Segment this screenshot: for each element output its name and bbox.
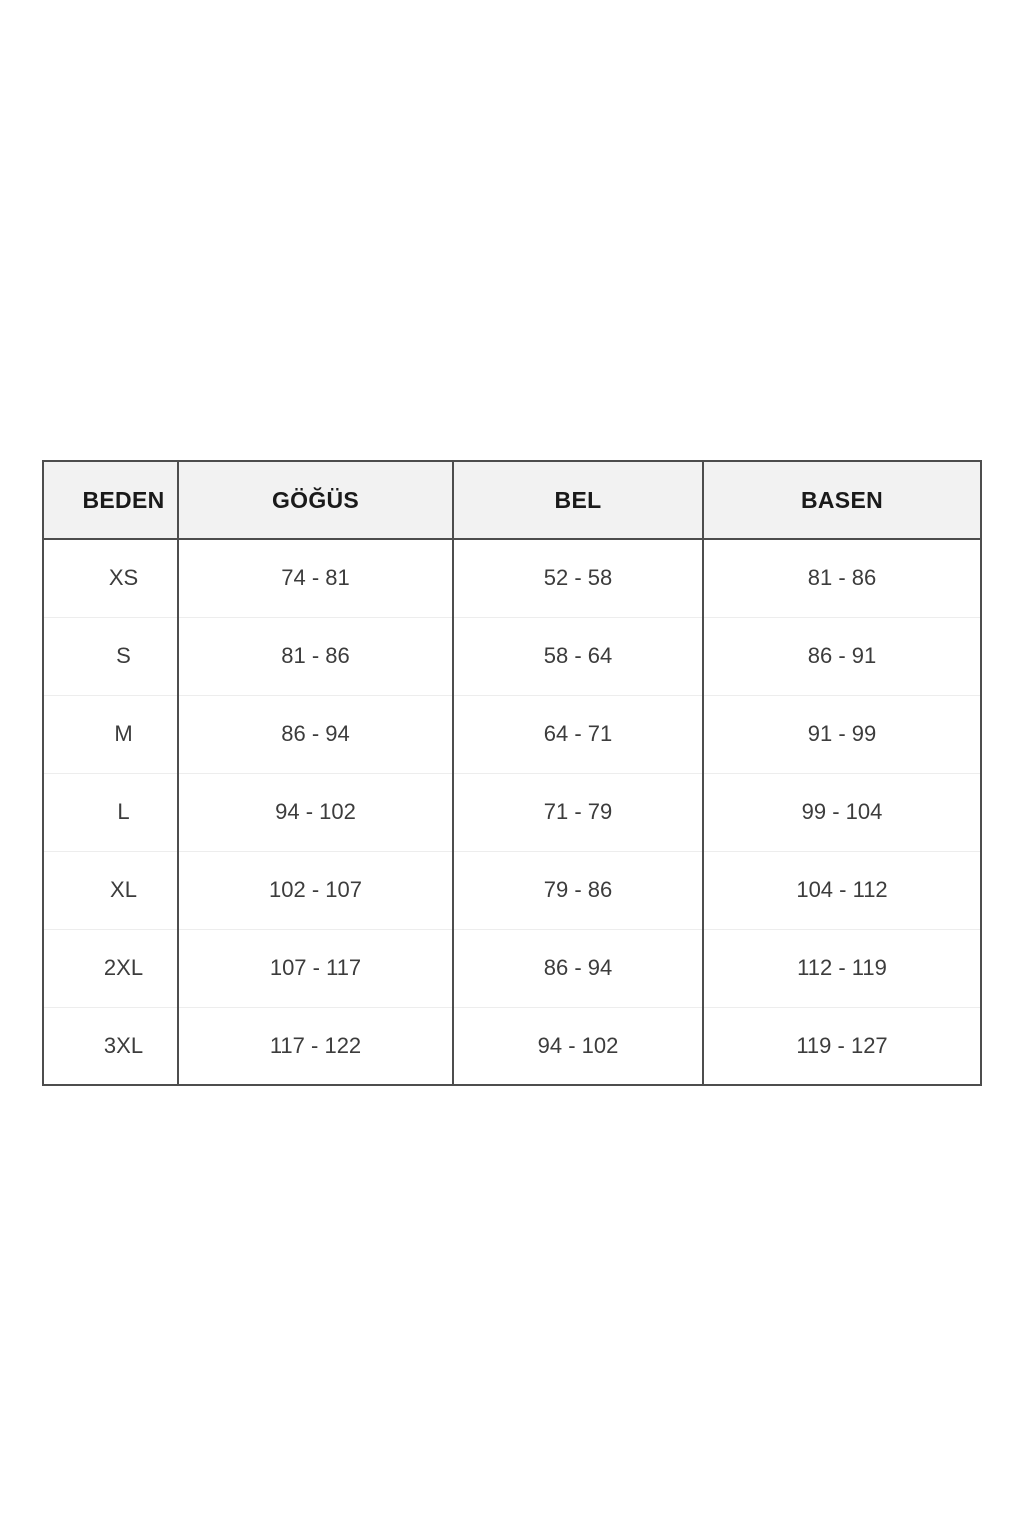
size-label: XS	[43, 539, 178, 617]
hip-range: 99 - 104	[703, 773, 981, 851]
chest-range: 74 - 81	[178, 539, 453, 617]
waist-range: 52 - 58	[453, 539, 703, 617]
table-row-m	[43, 695, 981, 773]
chest-range: 81 - 86	[178, 617, 453, 695]
chest-range: 107 - 117	[178, 929, 453, 1007]
table-row-xl	[43, 851, 981, 929]
hip-range: 86 - 91	[703, 617, 981, 695]
chest-range: 94 - 102	[178, 773, 453, 851]
size-label: 2XL	[43, 929, 178, 1007]
waist-range: 79 - 86	[453, 851, 703, 929]
size-label: S	[43, 617, 178, 695]
hip-range: 112 - 119	[703, 929, 981, 1007]
table-row-3xl	[43, 1007, 981, 1085]
waist-range: 71 - 79	[453, 773, 703, 851]
size-label: L	[43, 773, 178, 851]
column-header-basen: BASEN	[703, 461, 981, 539]
hip-range: 104 - 112	[703, 851, 981, 929]
hip-range: 91 - 99	[703, 695, 981, 773]
header-row	[43, 461, 981, 539]
waist-range: 86 - 94	[453, 929, 703, 1007]
column-header-gogus: GÖĞÜS	[178, 461, 453, 539]
waist-range: 64 - 71	[453, 695, 703, 773]
size-label: XL	[43, 851, 178, 929]
hip-range: 81 - 86	[703, 539, 981, 617]
waist-range: 94 - 102	[453, 1007, 703, 1085]
chest-range: 102 - 107	[178, 851, 453, 929]
size-label: 3XL	[43, 1007, 178, 1085]
column-header-beden: BEDEN	[43, 461, 178, 539]
size-label: M	[43, 695, 178, 773]
size-chart-table	[42, 460, 982, 1086]
table-row-xs	[43, 539, 981, 617]
column-header-bel: BEL	[453, 461, 703, 539]
table-row-l	[43, 773, 981, 851]
chest-range: 117 - 122	[178, 1007, 453, 1085]
table-row-2xl	[43, 929, 981, 1007]
hip-range: 119 - 127	[703, 1007, 981, 1085]
table-row-s	[43, 617, 981, 695]
waist-range: 58 - 64	[453, 617, 703, 695]
chest-range: 86 - 94	[178, 695, 453, 773]
